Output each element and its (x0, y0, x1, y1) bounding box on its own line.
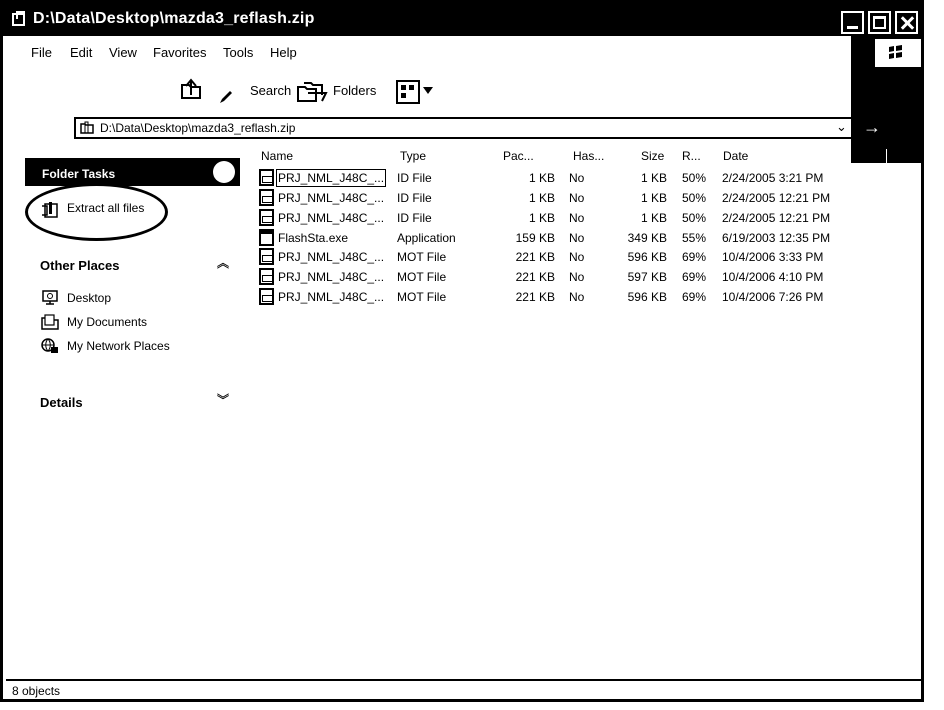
file-name: PRJ_NML_J48C_... (278, 171, 385, 185)
file-name: PRJ_NML_J48C_... (278, 250, 385, 264)
zip-folder-icon (12, 13, 25, 26)
file-ratio: 50% (682, 171, 707, 185)
expand-chevron-icon[interactable]: ︾ (217, 393, 230, 407)
file-type: MOT File (397, 270, 447, 284)
file-size: 349 KB (627, 231, 667, 245)
application-icon (259, 229, 274, 246)
file-packed: 1 KB (528, 211, 555, 225)
place-label: My Documents (67, 315, 148, 329)
file-date: 2/24/2005 12:21 PM (722, 211, 831, 225)
file-name: PRJ_NML_J48C_... (278, 290, 385, 304)
mot-file-icon (259, 268, 274, 285)
window-title: D:\Data\Desktop\mazda3_reflash.zip (33, 10, 315, 27)
file-date: 2/24/2005 3:21 PM (722, 171, 824, 185)
column-header-has[interactable]: Has... (573, 149, 605, 163)
id-file-icon (259, 209, 274, 226)
file-packed: 221 KB (515, 270, 555, 284)
band-divider (886, 149, 887, 163)
id-file-icon (259, 169, 274, 186)
close-button[interactable] (895, 11, 918, 34)
file-date: 10/4/2006 4:10 PM (722, 270, 824, 284)
file-name: PRJ_NML_J48C_... (278, 191, 385, 205)
folders-button[interactable]: Folders (333, 83, 377, 98)
status-bar (6, 679, 921, 699)
search-button[interactable]: Search (250, 83, 292, 98)
file-date: 10/4/2006 3:33 PM (722, 250, 824, 264)
file-type: ID File (397, 191, 432, 205)
file-size: 597 KB (627, 270, 667, 284)
place-label: My Network Places (67, 339, 170, 353)
address-bar[interactable] (74, 117, 854, 139)
file-has: No (569, 231, 585, 245)
menu-view[interactable]: View (109, 45, 137, 60)
file-size: 596 KB (627, 250, 667, 264)
column-header-type[interactable]: Type (400, 149, 427, 163)
documents-icon (41, 314, 59, 330)
file-date: 10/4/2006 7:26 PM (722, 290, 824, 304)
mot-file-icon (259, 288, 274, 305)
file-ratio: 69% (682, 270, 707, 284)
file-ratio: 55% (682, 231, 707, 245)
zip-folder-icon (80, 121, 94, 134)
collapse-chevron-icon[interactable]: ︽ (217, 256, 230, 270)
folder-up-icon[interactable] (179, 77, 203, 101)
pen-icon[interactable] (218, 89, 234, 105)
column-header-name[interactable]: Name (261, 149, 294, 163)
file-row[interactable] (3, 229, 863, 249)
file-size: 1 KB (640, 211, 667, 225)
id-file-icon (259, 189, 274, 206)
file-has: No (569, 171, 585, 185)
file-size: 596 KB (627, 290, 667, 304)
file-name: FlashSta.exe (278, 231, 349, 245)
file-has: No (569, 211, 585, 225)
mot-file-icon (259, 248, 274, 265)
maximize-button[interactable] (868, 11, 891, 34)
file-size: 1 KB (640, 171, 667, 185)
file-type: MOT File (397, 250, 447, 264)
file-type: MOT File (397, 290, 447, 304)
extract-all-files-link[interactable]: Extract all files (67, 201, 145, 215)
column-header-size[interactable]: Size (641, 149, 665, 163)
details-title: Details (40, 395, 83, 410)
column-header-ratio[interactable]: R... (682, 149, 701, 163)
menu-tools[interactable]: Tools (223, 45, 254, 60)
file-packed: 221 KB (515, 250, 555, 264)
file-type: ID File (397, 171, 432, 185)
file-date: 6/19/2003 12:35 PM (722, 231, 831, 245)
other-places-title: Other Places (40, 258, 120, 273)
file-has: No (569, 270, 585, 284)
title-bar[interactable] (3, 3, 921, 36)
windows-logo (875, 39, 921, 67)
menu-favorites[interactable]: Favorites (153, 45, 207, 60)
file-date: 2/24/2005 12:21 PM (722, 191, 831, 205)
folders-icon[interactable] (296, 81, 328, 103)
file-ratio: 50% (682, 211, 707, 225)
file-has: No (569, 191, 585, 205)
views-dropdown-icon[interactable] (423, 87, 433, 94)
file-name: PRJ_NML_J48C_... (278, 211, 385, 225)
status-text: 8 objects (12, 684, 61, 698)
go-arrow-icon[interactable]: → (863, 117, 881, 137)
file-row[interactable] (3, 189, 863, 209)
file-ratio: 50% (682, 191, 707, 205)
file-type: ID File (397, 211, 432, 225)
menu-file[interactable]: File (31, 45, 52, 60)
minimize-button[interactable] (841, 11, 864, 34)
views-icon[interactable] (396, 80, 420, 104)
file-packed: 1 KB (528, 191, 555, 205)
file-type: Application (397, 231, 456, 245)
file-packed: 159 KB (515, 231, 555, 245)
folder-tasks-title: Folder Tasks (42, 167, 116, 181)
network-icon (41, 338, 59, 354)
file-has: No (569, 290, 585, 304)
file-row[interactable] (3, 169, 863, 189)
menu-help[interactable]: Help (270, 45, 297, 60)
file-size: 1 KB (640, 191, 667, 205)
file-ratio: 69% (682, 290, 707, 304)
column-header-packed[interactable]: Pac... (503, 149, 534, 163)
menu-edit[interactable]: Edit (70, 45, 93, 60)
file-row[interactable] (3, 209, 863, 229)
file-row[interactable] (3, 268, 863, 288)
file-packed: 1 KB (528, 171, 555, 185)
address-input[interactable]: D:\Data\Desktop\mazda3_reflash.zip (100, 121, 296, 135)
file-ratio: 69% (682, 250, 707, 264)
chevron-down-icon[interactable]: ⌄ (836, 119, 847, 134)
column-header-date[interactable]: Date (723, 149, 749, 163)
file-packed: 221 KB (515, 290, 555, 304)
file-row[interactable] (3, 288, 863, 308)
file-row[interactable] (3, 248, 863, 268)
file-has: No (569, 250, 585, 264)
windows-flag-icon (875, 39, 921, 67)
place-label: Desktop (67, 291, 112, 305)
file-name: PRJ_NML_J48C_... (278, 270, 385, 284)
